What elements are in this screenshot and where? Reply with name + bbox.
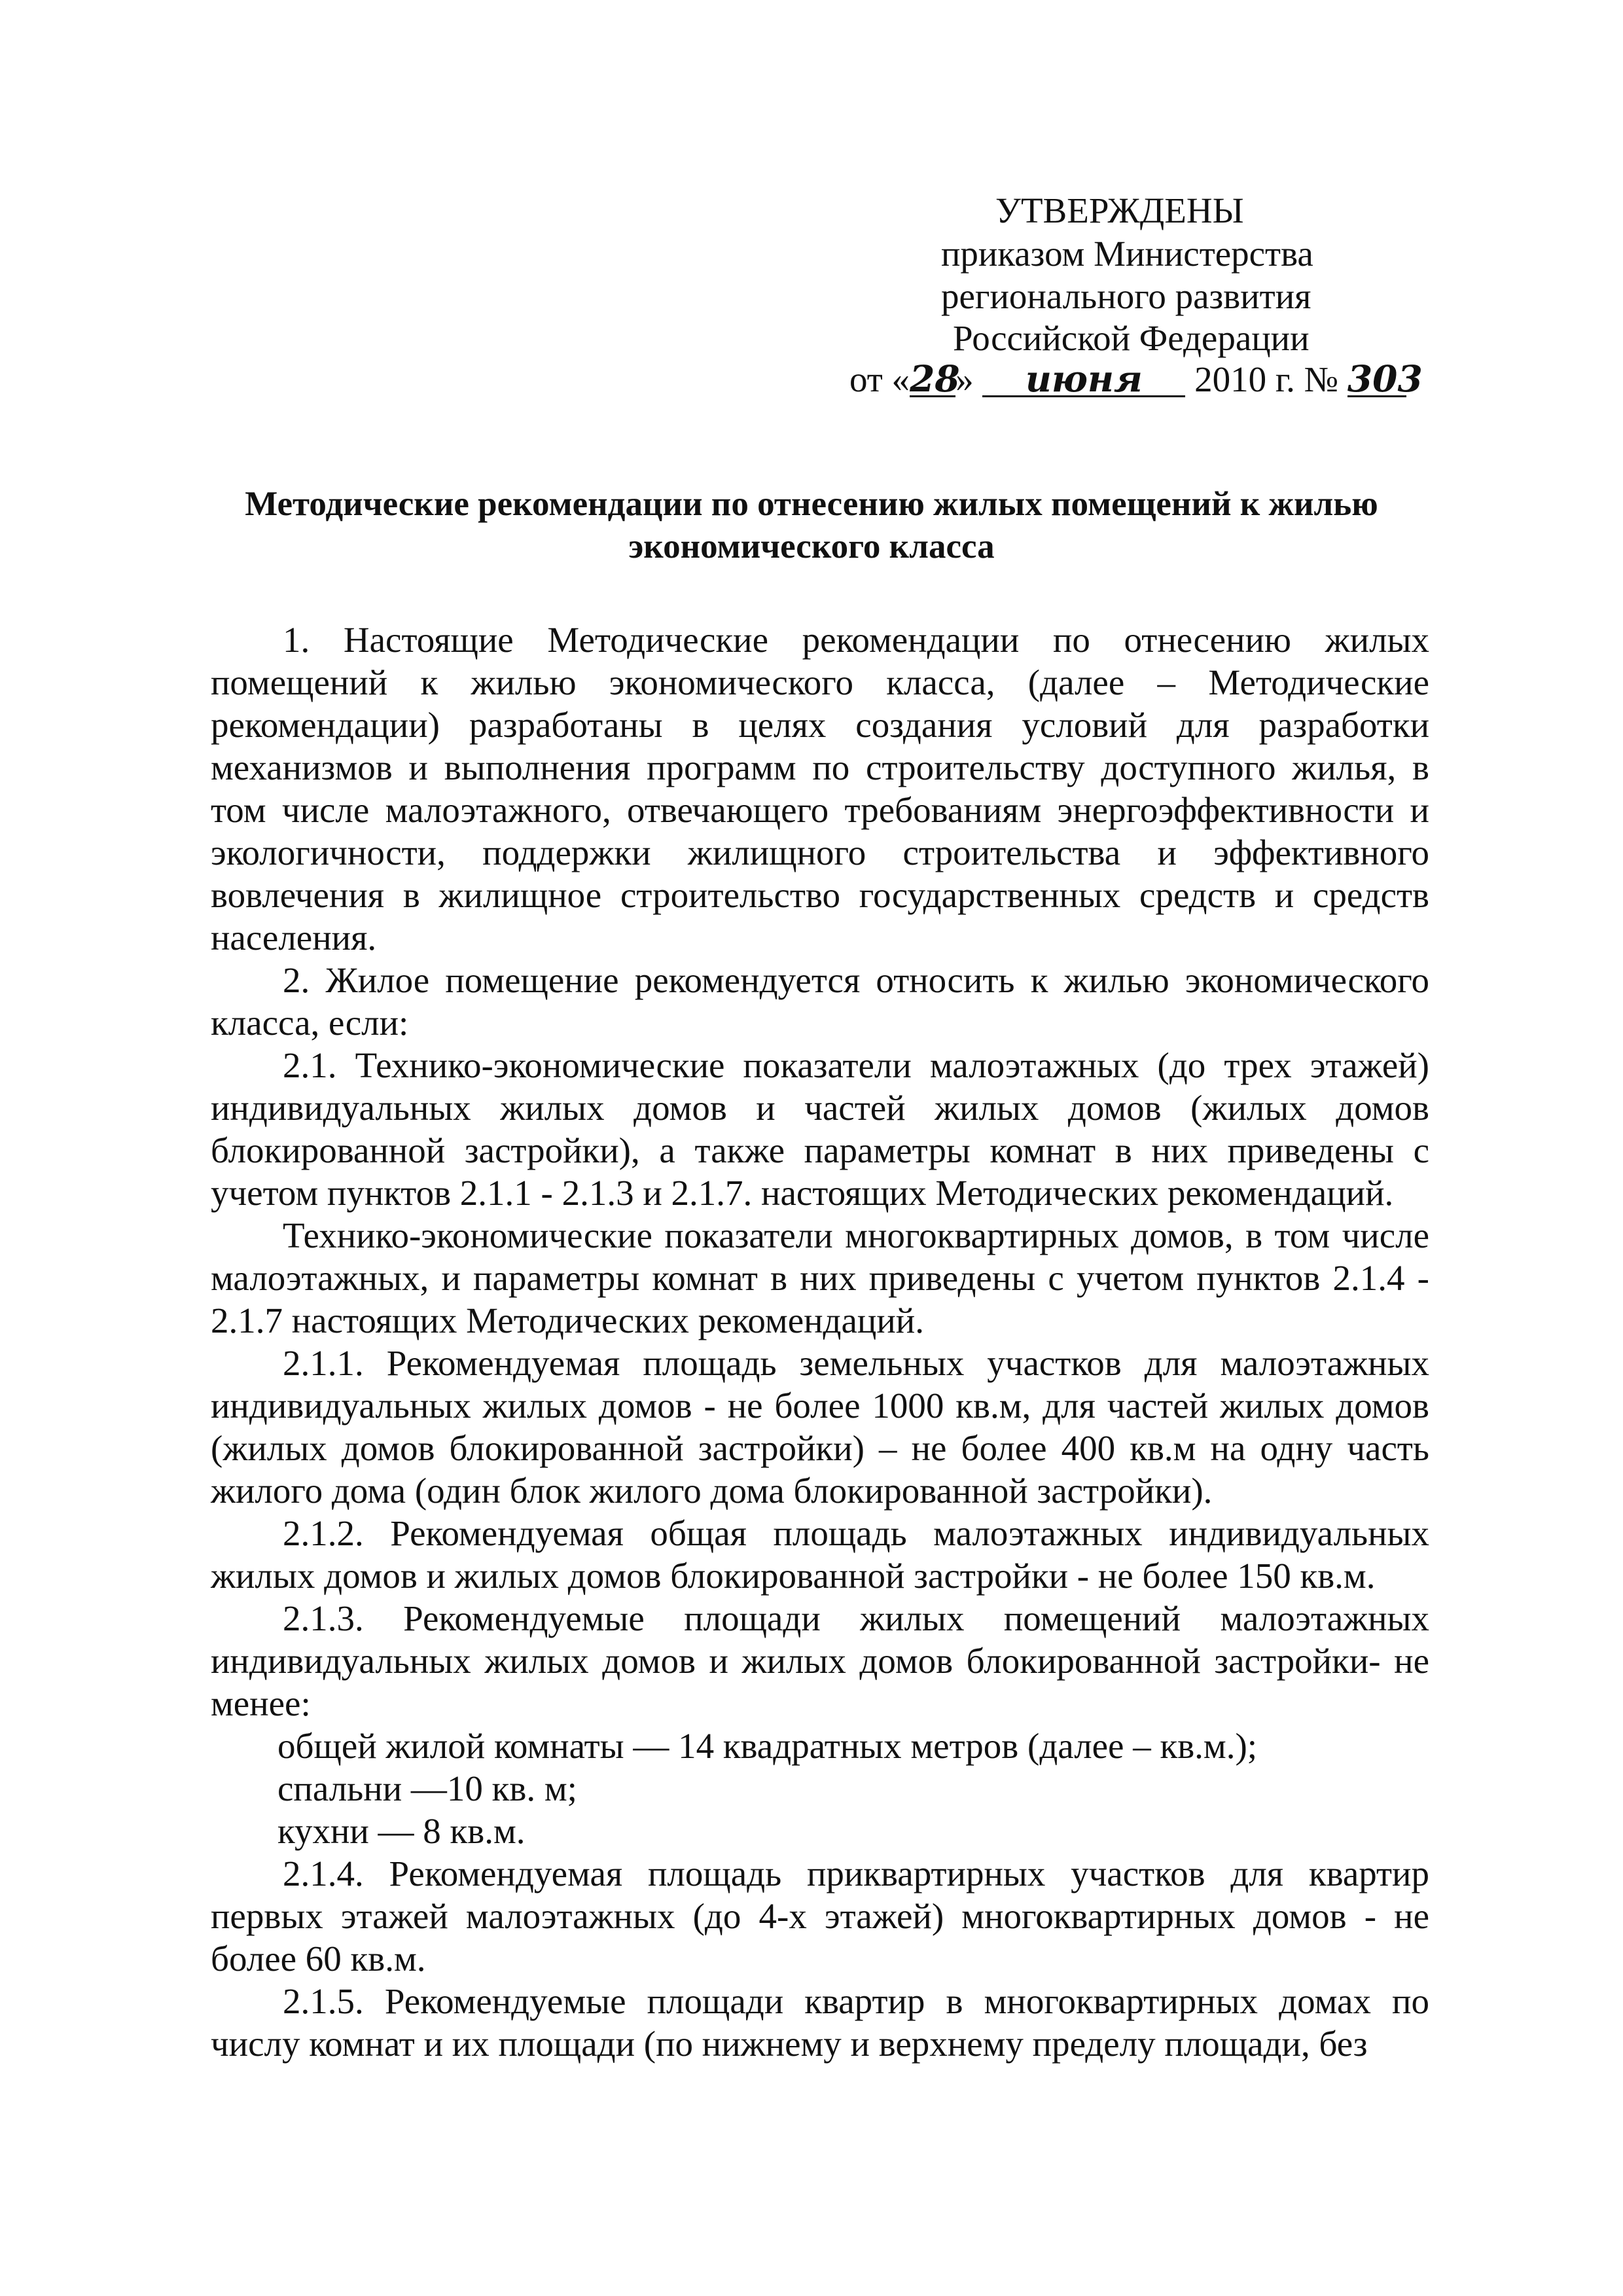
paragraph-2-1-4: 2.1.4. Рекомендуемая площадь приквартирных участков для квартир первых этажей малоэтажных (до 4-х этажей) многоквартирных домов - не более 60 кв.м.	[211, 1854, 1429, 1979]
approval-date-line	[849, 357, 1423, 400]
paragraph-2-1-multiapartment: Технико-экономические показатели многоквартирных домов, в том числе малоэтажных, и параметры комнат в них приведены с учетом пунктов 2.1.4 - 2.1.7 настоящих Методических рекомендаций.	[211, 1215, 1429, 1340]
paragraph-2-1-1: 2.1.1. Рекомендуемая площадь земельных участков для малоэтажных индивидуальных жилых домов - не более 1000 кв.м, для частей жилых домов (жилых домов блокированной застройки) – не более 400 кв.м на одну часть жилого дома (один блок жилого дома блокированной застройки).	[211, 1343, 1429, 1511]
document-title: Методические рекомендации по отнесению жилых помещений к жилью экономического класса	[245, 485, 1378, 565]
document-body	[211, 619, 1429, 2065]
paragraph-2-1-3: 2.1.3. Рекомендуемые площади жилых помещений малоэтажных индивидуальных жилых домов и жилых домов блокированной застройки- не менее:	[211, 1598, 1429, 1723]
paragraph-1: 1. Настоящие Методические рекомендации по отнесению жилых помещений к жилью экономического класса, (далее – Методические рекомендации) разработаны в целях создания условий для разработки механизмов и выполнения программ по строительству доступного жилья, в том числе малоэтажного, отвечающего требованиям энергоэффективности и экологичности, поддержки жилищного строительства и эффективного вовлечения в жилищное строительство государственных средств и средств населения.	[211, 620, 1429, 958]
list-item-bedroom: спальни —10 кв. м;	[277, 1768, 577, 1808]
date-prefix: от «	[849, 359, 910, 399]
handwritten-day: 28	[910, 357, 960, 400]
approval-line-regional-development: регионального развития	[941, 276, 1311, 316]
paragraph-2-1-5: 2.1.5. Рекомендуемые площади квартир в многоквартирных домах по числу комнат и их площади (по нижнему и верхнему пределу площади, без	[211, 1981, 1429, 2064]
handwritten-order-number: 303	[1347, 357, 1423, 400]
paragraph-2: 2. Жилое помещение рекомендуется относить к жилью экономического класса, если:	[211, 960, 1429, 1043]
approval-line-ministry-order: приказом Министерства	[941, 234, 1313, 274]
list-item-living-room: общей жилой комнаты — 14 квадратных метров (далее – кв.м.);	[277, 1726, 1258, 1766]
approval-line-russian-federation: Российской Федерации	[953, 318, 1310, 358]
date-mid: »	[955, 359, 974, 399]
approval-title: УТВЕРЖДЕНЫ	[995, 190, 1244, 230]
handwritten-month: июня	[982, 363, 1185, 397]
date-year: 2010 г. №	[1194, 359, 1339, 399]
paragraph-2-1: 2.1. Технико-экономические показатели малоэтажных (до трех этажей) индивидуальных жилых домов и частей жилых домов (жилых домов блокированной застройки), а также параметры комнат в них приведены с учетом пунктов 2.1.1 - 2.1.3 и 2.1.7. настоящих Методических рекомендаций.	[211, 1045, 1429, 1213]
list-item-kitchen: кухни — 8 кв.м.	[277, 1811, 526, 1851]
paragraph-2-1-2: 2.1.2. Рекомендуемая общая площадь малоэтажных индивидуальных жилых домов и жилых домов блокированной застройки - не более 150 кв.м.	[211, 1513, 1429, 1596]
